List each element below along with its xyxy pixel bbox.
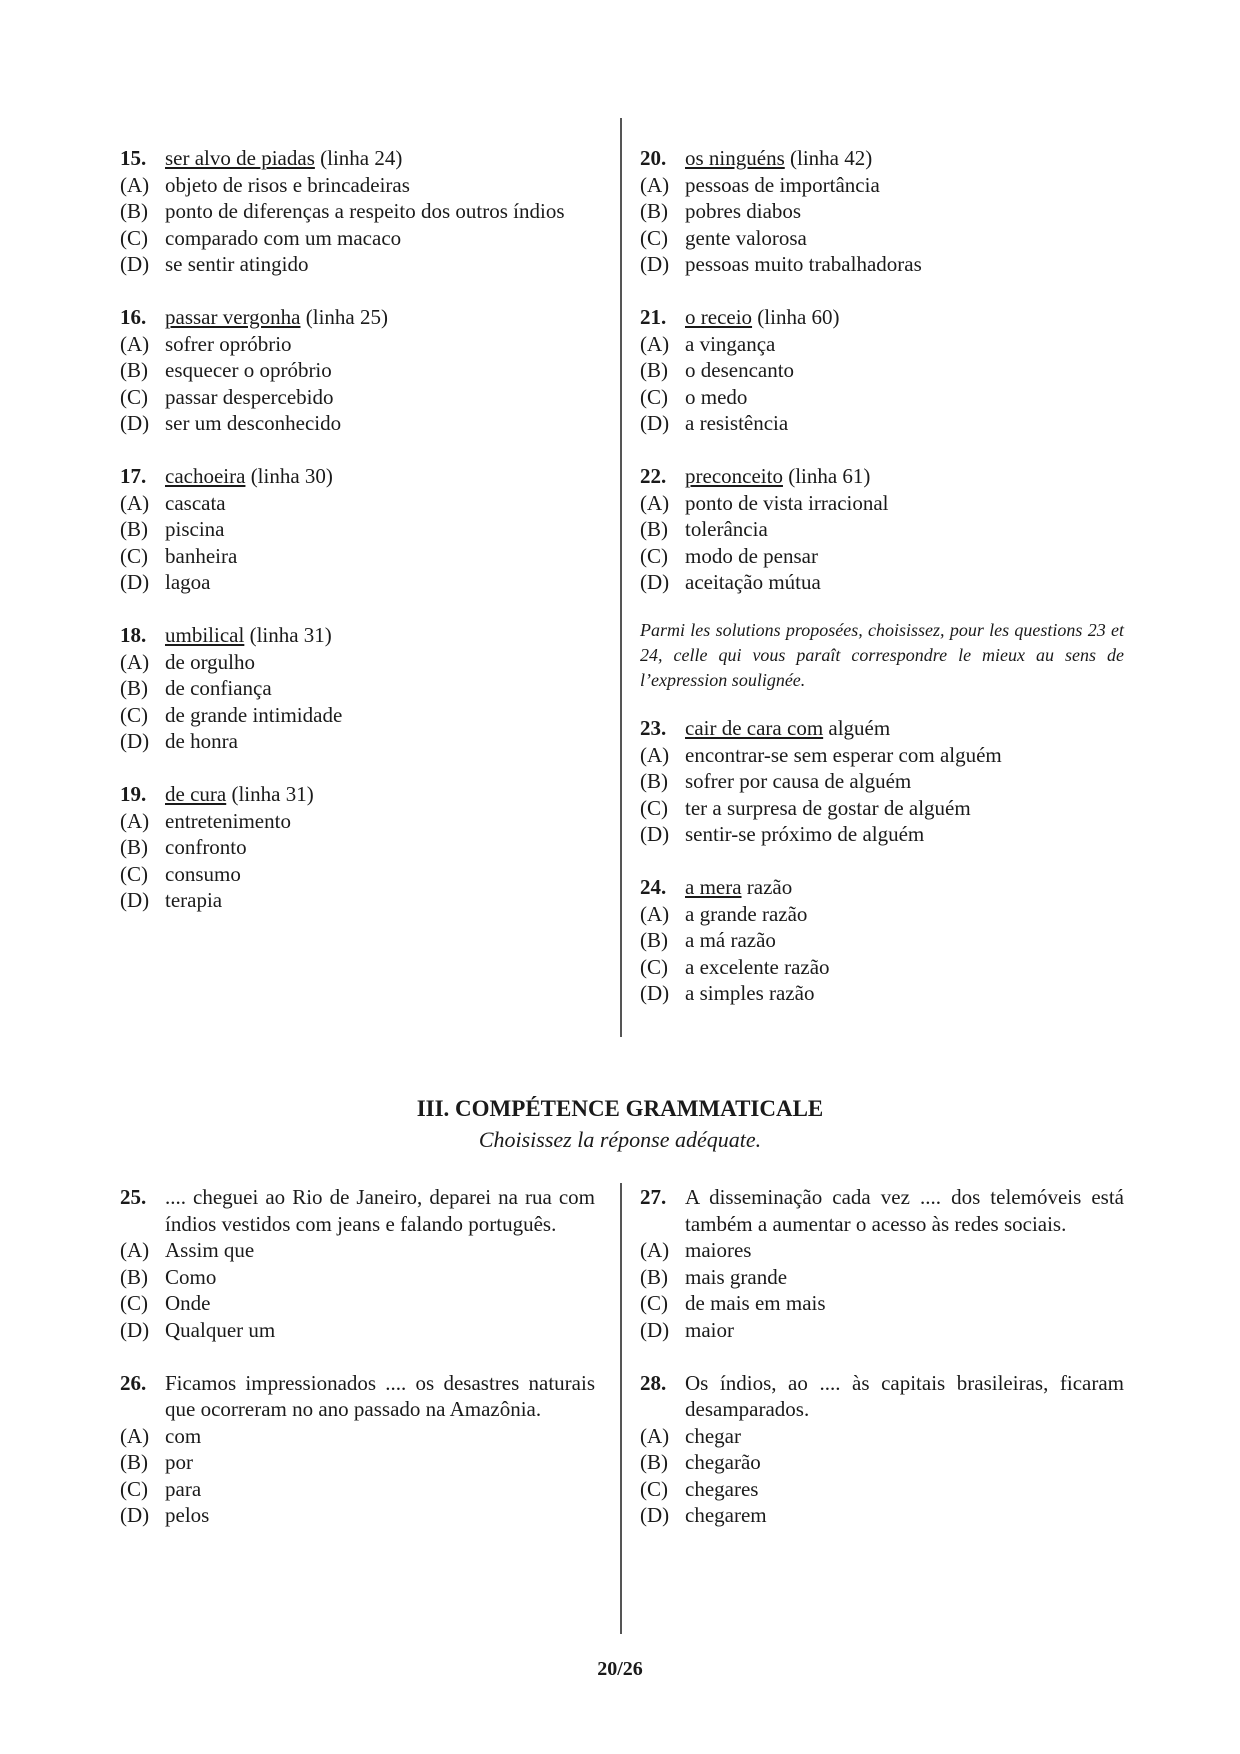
section2-right-column <box>640 1184 1124 1555</box>
answer-option[interactable] <box>640 1264 1124 1291</box>
answer-option[interactable] <box>640 331 1124 358</box>
question-text <box>165 463 595 490</box>
option-text: de mais em mais <box>685 1291 826 1315</box>
answer-option[interactable] <box>640 357 1124 384</box>
answer-option[interactable] <box>120 516 595 543</box>
answer-option[interactable] <box>120 1237 595 1264</box>
option-letter: (D) <box>640 822 670 846</box>
answer-option[interactable] <box>120 1502 595 1529</box>
question-text: Os índios, ao .... às capitais brasileiras, ficaram desamparados. <box>685 1370 1124 1421</box>
option-letter: (C) <box>120 384 148 409</box>
option-text: ser um desconhecido <box>165 411 342 435</box>
option-letter: (D) <box>120 252 150 276</box>
option-text: por <box>165 1450 193 1474</box>
answer-option[interactable] <box>120 808 595 835</box>
question-stem <box>640 145 1124 172</box>
answer-option[interactable] <box>640 1423 1124 1450</box>
question-text <box>685 463 1124 490</box>
option-text: para <box>165 1476 202 1501</box>
question-number: 15. <box>120 146 147 170</box>
question-number: 27. <box>640 1185 667 1209</box>
option-text: a simples razão <box>685 981 815 1005</box>
answer-option[interactable] <box>640 569 1124 596</box>
question-text: .... cheguei ao Rio de Janeiro, deparei na rua com índios vestidos com jeans e falando português. <box>165 1185 595 1236</box>
column-divider <box>620 1183 622 1634</box>
answer-option[interactable] <box>120 1476 595 1503</box>
column-divider <box>620 118 622 1037</box>
answer-option[interactable] <box>640 1237 1124 1264</box>
underlined-expression: ser alvo de piadas <box>165 146 315 170</box>
question-number: 22. <box>640 464 667 488</box>
option-letter: (B) <box>120 517 148 541</box>
question <box>120 304 595 437</box>
option-letter: (B) <box>640 1264 668 1289</box>
option-letter: (B) <box>640 199 668 223</box>
answer-option[interactable] <box>120 331 595 358</box>
option-letter: (B) <box>120 1264 148 1289</box>
option-letter: (B) <box>640 517 668 541</box>
answer-option[interactable] <box>640 1449 1124 1476</box>
answer-option[interactable] <box>640 225 1124 252</box>
answer-option[interactable] <box>640 384 1124 411</box>
question-number: 18. <box>120 623 147 647</box>
question <box>120 145 595 278</box>
answer-option[interactable] <box>120 1264 595 1291</box>
option-letter: (C) <box>120 861 148 886</box>
option-letter: (A) <box>640 331 670 356</box>
option-text: ponto de vista irracional <box>685 490 889 515</box>
option-text: maiores <box>685 1238 752 1262</box>
question-number: 17. <box>120 464 147 488</box>
option-letter: (D) <box>640 411 670 435</box>
option-text: passar despercebido <box>165 384 334 409</box>
question-number: 16. <box>120 305 147 329</box>
underlined-expression: passar vergonha <box>165 305 301 329</box>
option-text: objeto de risos e brincadeiras <box>165 172 410 197</box>
question-text <box>165 622 595 649</box>
question-stem <box>120 781 595 808</box>
option-text: ter a surpresa de gostar de alguém <box>685 795 971 820</box>
question-stem <box>120 304 595 331</box>
option-letter: (C) <box>120 1291 148 1315</box>
option-text: com <box>165 1423 202 1448</box>
section1-left-column <box>120 145 595 940</box>
option-text: piscina <box>165 517 225 541</box>
underlined-expression: o receio <box>685 305 753 329</box>
option-letter: (B) <box>120 358 148 382</box>
question-stem <box>120 622 595 649</box>
option-text: pobres diabos <box>685 199 802 223</box>
answer-option[interactable] <box>120 1449 595 1476</box>
question <box>640 1184 1124 1343</box>
option-text: esquecer o opróbrio <box>165 358 332 382</box>
question-number: 28. <box>640 1370 667 1395</box>
question-stem <box>640 874 1124 901</box>
option-text: a resistência <box>685 411 789 435</box>
question <box>640 1370 1124 1529</box>
answer-option[interactable] <box>640 901 1124 928</box>
answer-option[interactable] <box>120 702 595 729</box>
answer-option[interactable] <box>120 172 595 199</box>
question-number: 25. <box>120 1185 147 1209</box>
underlined-expression: os ninguéns <box>685 146 785 170</box>
question-stem <box>640 304 1124 331</box>
option-letter: (D) <box>640 981 670 1005</box>
underlined-expression: umbilical <box>165 623 245 647</box>
question <box>120 622 595 755</box>
question-stem <box>120 463 595 490</box>
line-reference: (linha 42) <box>784 146 873 170</box>
answer-option[interactable] <box>120 251 595 278</box>
option-letter: (A) <box>640 1423 670 1448</box>
line-reference: (linha 25) <box>300 305 388 329</box>
option-text: a vingança <box>685 331 776 356</box>
option-letter: (C) <box>640 795 668 820</box>
option-letter: (C) <box>120 225 148 250</box>
question-stem <box>640 1184 1124 1237</box>
question-text <box>165 304 595 331</box>
answer-option[interactable] <box>640 742 1124 769</box>
answer-option[interactable] <box>120 887 595 914</box>
answer-option[interactable] <box>120 1317 595 1344</box>
section-subtitle: Choisissez la réponse adéquate. <box>478 1127 762 1152</box>
option-letter: (A) <box>120 172 150 197</box>
option-text: maior <box>685 1317 734 1342</box>
option-letter: (B) <box>640 1450 668 1474</box>
underlined-expression: cachoeira <box>165 464 246 488</box>
question-text <box>165 145 595 172</box>
option-text: chegarão <box>685 1450 761 1474</box>
underlined-expression: cair de cara com <box>685 716 824 740</box>
option-text: a má razão <box>685 928 776 952</box>
option-text: terapia <box>165 888 223 912</box>
option-letter: (C) <box>640 543 668 568</box>
option-text: chegares <box>685 1476 759 1501</box>
option-text: de grande intimidade <box>165 702 343 727</box>
answer-option[interactable] <box>120 1290 595 1317</box>
question-text: A disseminação cada vez .... dos telemóveis está também a aumentar o acesso às redes sociais. <box>685 1185 1124 1236</box>
question-number: 24. <box>640 875 667 899</box>
option-letter: (B) <box>120 199 148 223</box>
answer-option[interactable] <box>640 954 1124 981</box>
option-text: Onde <box>165 1291 211 1315</box>
option-text: Como <box>165 1264 217 1289</box>
underlined-expression: preconceito <box>685 464 783 488</box>
option-text: sofrer por causa de alguém <box>685 769 912 793</box>
option-letter: (A) <box>640 742 670 767</box>
question <box>120 781 595 914</box>
option-letter: (B) <box>120 1450 148 1474</box>
question-stem <box>640 715 1124 742</box>
answer-option[interactable] <box>640 821 1124 848</box>
answer-option[interactable] <box>120 384 595 411</box>
question-stem <box>120 145 595 172</box>
option-letter: (A) <box>640 1238 670 1262</box>
question <box>120 1184 595 1343</box>
question-stem <box>640 463 1124 490</box>
answer-option[interactable] <box>640 1317 1124 1344</box>
answer-option[interactable] <box>640 768 1124 795</box>
option-letter: (C) <box>120 1476 148 1501</box>
question-text <box>165 781 595 808</box>
option-text: o desencanto <box>685 358 795 382</box>
option-letter: (A) <box>640 901 670 926</box>
option-text: consumo <box>165 861 241 886</box>
option-text: pelos <box>165 1503 210 1527</box>
question-number: 19. <box>120 782 147 806</box>
answer-option[interactable] <box>120 198 595 225</box>
answer-option[interactable] <box>640 543 1124 570</box>
question <box>640 463 1124 596</box>
option-letter: (C) <box>640 384 668 409</box>
line-reference: (linha 61) <box>782 464 871 488</box>
answer-option[interactable] <box>120 225 595 252</box>
question-stem <box>640 1370 1124 1423</box>
option-text: lagoa <box>165 570 211 594</box>
option-text: confronto <box>165 835 247 859</box>
option-text: cascata <box>165 490 226 515</box>
option-letter: (D) <box>120 729 150 753</box>
option-letter: (B) <box>120 676 148 700</box>
line-reference: (linha 30) <box>245 464 333 488</box>
section1-right-column <box>640 145 1124 1033</box>
answer-option[interactable] <box>120 675 595 702</box>
question-text <box>685 145 1124 172</box>
option-letter: (B) <box>640 358 668 382</box>
option-text: modo de pensar <box>685 543 818 568</box>
answer-option[interactable] <box>120 861 595 888</box>
line-reference: (linha 24) <box>314 146 403 170</box>
answer-option[interactable] <box>120 834 595 861</box>
question-text <box>685 874 1124 901</box>
option-letter: (C) <box>640 954 668 979</box>
answer-option[interactable] <box>120 569 595 596</box>
option-letter: (C) <box>640 225 668 250</box>
option-letter: (B) <box>640 769 668 793</box>
answer-option[interactable] <box>640 980 1124 1007</box>
question <box>120 463 595 596</box>
option-text: gente valorosa <box>685 225 807 250</box>
instruction-text: Parmi les solutions proposées, choisissez, pour les questions 23 et 24, celle qui vous paraît correspondre le mieux au sens de l’expression soulignée. <box>640 620 1124 690</box>
question <box>640 874 1124 1007</box>
answer-option[interactable] <box>640 1290 1124 1317</box>
answer-option[interactable] <box>120 1423 595 1450</box>
question-number: 21. <box>640 305 667 329</box>
option-text: Assim que <box>165 1238 255 1262</box>
question <box>640 715 1124 848</box>
question-text: Ficamos impressionados .... os desastres naturais que ocorreram no ano passado na Amazônia. <box>165 1370 595 1421</box>
answer-option[interactable] <box>120 357 595 384</box>
question-text <box>685 304 1124 331</box>
answer-option[interactable] <box>120 543 595 570</box>
option-letter: (A) <box>120 1238 150 1262</box>
answer-option[interactable] <box>640 516 1124 543</box>
line-reference: (linha 31) <box>226 782 314 806</box>
option-letter: (D) <box>640 252 670 276</box>
option-letter: (B) <box>640 928 668 952</box>
option-letter: (A) <box>120 331 150 356</box>
line-reference: alguém <box>823 716 891 740</box>
question-number: 23. <box>640 716 667 740</box>
option-text: pessoas muito trabalhadoras <box>685 252 922 276</box>
line-reference: razão <box>741 875 793 899</box>
option-text: ponto de diferenças a respeito dos outros índios <box>165 199 565 223</box>
answer-option[interactable] <box>120 728 595 755</box>
option-letter: (D) <box>640 1503 670 1527</box>
line-reference: (linha 60) <box>752 305 840 329</box>
answer-option[interactable] <box>120 410 595 437</box>
option-letter: (A) <box>120 808 150 833</box>
option-letter: (A) <box>120 649 150 674</box>
answer-option[interactable] <box>120 490 595 517</box>
question <box>640 145 1124 278</box>
option-text: sofrer opróbrio <box>165 331 292 356</box>
underlined-expression: de cura <box>165 782 227 806</box>
option-letter: (C) <box>120 702 148 727</box>
option-text: entretenimento <box>165 808 291 833</box>
option-text: pessoas de importância <box>685 172 880 197</box>
answer-option[interactable] <box>640 490 1124 517</box>
question-stem <box>120 1370 595 1423</box>
option-letter: (D) <box>120 570 150 594</box>
option-letter: (A) <box>640 172 670 197</box>
answer-option[interactable] <box>640 795 1124 822</box>
option-text: de confiança <box>165 676 272 700</box>
question <box>120 1370 595 1529</box>
option-text: se sentir atingido <box>165 252 309 276</box>
question-stem <box>120 1184 595 1237</box>
answer-option[interactable] <box>640 251 1124 278</box>
option-text: aceitação mútua <box>685 570 821 594</box>
answer-option[interactable] <box>640 172 1124 199</box>
option-letter: (D) <box>640 1317 670 1342</box>
option-text: chegar <box>685 1423 741 1448</box>
option-text: mais grande <box>685 1264 788 1289</box>
option-letter: (D) <box>120 1503 150 1527</box>
answer-option[interactable] <box>640 927 1124 954</box>
section-title: III. COMPÉTENCE GRAMMATICALE <box>416 1096 824 1121</box>
answer-option[interactable] <box>640 1476 1124 1503</box>
underlined-expression: a mera <box>685 875 742 899</box>
section2-left-column <box>120 1184 595 1555</box>
option-letter: (D) <box>120 411 150 435</box>
option-letter: (C) <box>640 1291 668 1315</box>
question <box>640 304 1124 437</box>
option-text: de honra <box>165 729 238 753</box>
line-reference: (linha 31) <box>244 623 332 647</box>
option-text: tolerância <box>685 517 768 541</box>
question-text <box>685 715 1124 742</box>
option-text: Qualquer um <box>165 1317 276 1342</box>
option-letter: (A) <box>120 1423 150 1448</box>
page-number: 20/26 <box>597 1658 643 1680</box>
option-letter: (A) <box>640 490 670 515</box>
option-text: comparado com um macaco <box>165 225 402 250</box>
option-text: chegarem <box>685 1503 767 1527</box>
option-text: o medo <box>685 384 748 409</box>
option-text: de orgulho <box>165 649 256 674</box>
option-text: encontrar-se sem esperar com alguém <box>685 742 1002 767</box>
option-letter: (C) <box>640 1476 668 1501</box>
question-number: 26. <box>120 1370 147 1395</box>
option-text: sentir-se próximo de alguém <box>685 822 925 846</box>
option-text: a excelente razão <box>685 954 830 979</box>
answer-option[interactable] <box>640 1502 1124 1529</box>
option-letter: (A) <box>120 490 150 515</box>
option-text: banheira <box>165 543 238 568</box>
option-letter: (D) <box>640 570 670 594</box>
option-letter: (B) <box>120 835 148 859</box>
option-text: a grande razão <box>685 901 808 926</box>
option-letter: (C) <box>120 543 148 568</box>
question-number: 20. <box>640 146 667 170</box>
option-letter: (D) <box>120 1317 150 1342</box>
answer-option[interactable] <box>640 410 1124 437</box>
answer-option[interactable] <box>120 649 595 676</box>
option-letter: (D) <box>120 888 150 912</box>
answer-option[interactable] <box>640 198 1124 225</box>
